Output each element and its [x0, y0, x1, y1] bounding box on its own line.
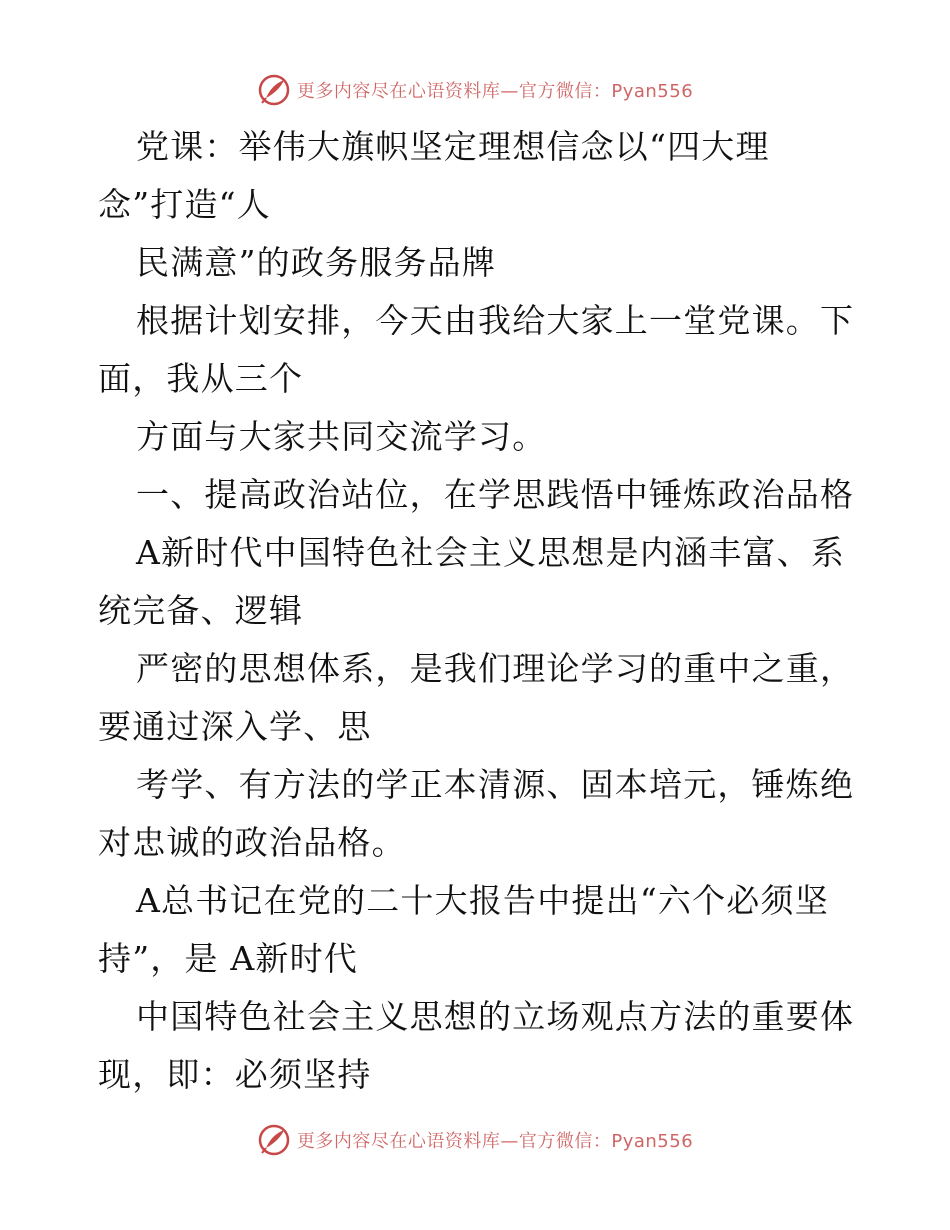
feather-pen-logo-icon [257, 1123, 291, 1157]
paragraph-line: 方面与大家共同交流学习。 [136, 417, 547, 456]
document-body [0, 118, 950, 1108]
header-watermark-banner [0, 70, 950, 110]
paragraph-line: 中国特色社会主义思想的立场观点方法的重要体 [136, 997, 855, 1036]
paragraph-line: 面，我从三个 [98, 359, 304, 398]
header-watermark-text: 更多内容尽在心语资料库—官方微信：Pyan556 [296, 81, 694, 102]
feather-pen-logo-icon [257, 73, 291, 107]
paragraph-line: 持”，是 A新时代 [98, 939, 358, 978]
paragraph-line: 对忠诚的政治品格。 [98, 823, 406, 862]
title-line-1: 党课：举伟大旗帜坚定理想信念以“四大理 [136, 127, 770, 166]
paragraph-line: 严密的思想体系，是我们理论学习的重中之重， [136, 649, 855, 688]
footer-watermark-text: 更多内容尽在心语资料库—官方微信：Pyan556 [296, 1131, 694, 1152]
paragraph-line: 现，即：必须坚持 [98, 1055, 372, 1094]
paragraph-line: A新时代中国特色社会主义思想是内涵丰富、系 [136, 533, 846, 572]
title-line-2: 念”打造“人 [98, 185, 271, 224]
title-line-3: 民满意”的政务服务品牌 [136, 243, 497, 282]
paragraph-line: 根据计划安排，今天由我给大家上一堂党课。下 [136, 301, 855, 340]
paragraph-line: 考学、有方法的学正本清源、固本培元，锤炼绝 [136, 765, 855, 804]
section-heading-1: 一、提高政治站位，在学思践悟中锤炼政治品格 [136, 475, 855, 514]
paragraph-line: 要通过深入学、思 [98, 707, 372, 746]
paragraph-line: 统完备、逻辑 [98, 591, 304, 630]
paragraph-line: A总书记在党的二十大报告中提出“六个必须坚 [136, 881, 829, 920]
footer-watermark-banner [0, 1120, 950, 1160]
